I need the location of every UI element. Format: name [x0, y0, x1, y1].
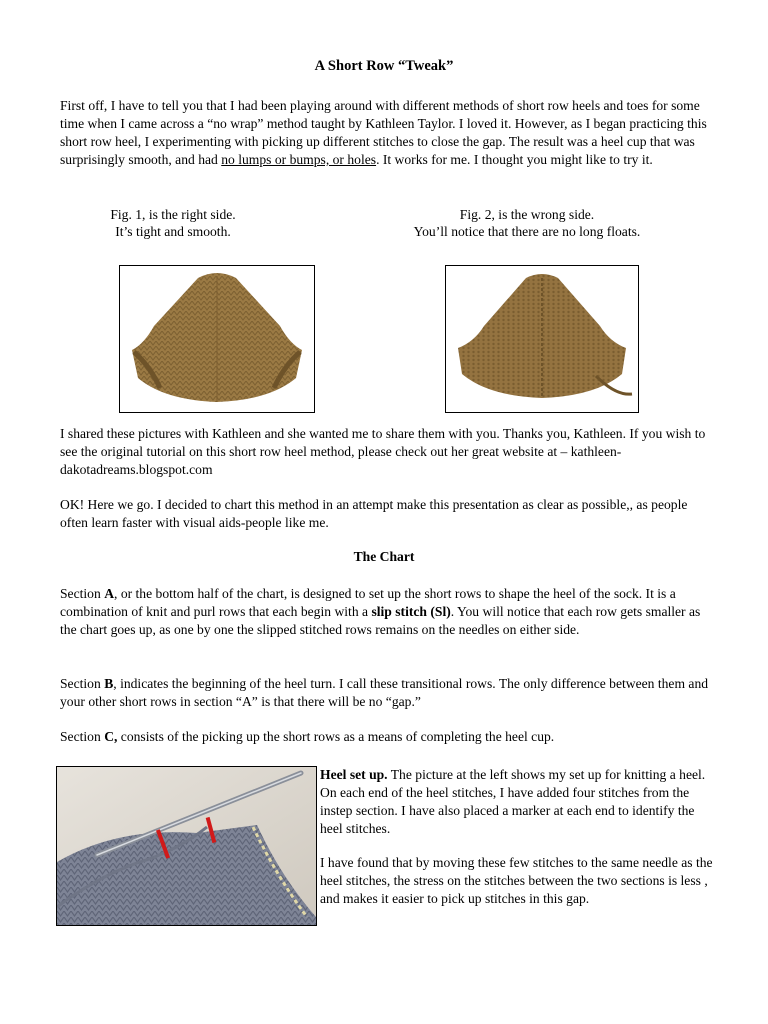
section-a-paragraph: Section A, or the bottom half of the chart, is designed to set up the short rows to shape the heel of the sock. It is a combination of knit and purl rows that each begin with a slip stitch (Sl). You will notice that each row gets smaller as the chart goes up, as one by one the slipped stitched rows remains on the needles on either side. — [60, 586, 701, 637]
fig2-heel-wrong-side-photo — [445, 265, 639, 413]
fig1-heel-right-side-photo — [119, 265, 315, 413]
chart-heading: The Chart — [353, 549, 415, 564]
heel-setup-paragraph: Heel set up. The picture at the left shows my set up for knitting a heel. On each end of the heel stitches, I have added four stitches from the instep section. I have also placed a marker at each end to identify the heel stitches. — [320, 767, 706, 836]
heel-setup-paragraph-2: I have found that by moving these few stitches to the same needle as the heel stitches, the stress on the stitches between the two sections is less , and makes it easier to pick up stitches in this gap. — [320, 855, 713, 906]
fig1-caption: Fig. 1, is the right side. It’s tight and smooth. — [110, 207, 236, 239]
fig2-caption: Fig. 2, is the wrong side. You’ll notice that there are no long floats. — [413, 207, 641, 239]
shared-paragraph: I shared these pictures with Kathleen and she wanted me to share them with you. Thanks you, Kathleen. If you wish to see the original tutorial on this short row heel method, please check out her great website at – kathleen-dakotadreams.blogspot.com — [60, 426, 706, 477]
section-c-paragraph: Section C, consists of the picking up the short rows as a means of completing the heel cup. — [60, 729, 555, 744]
page-title: A Short Row “Tweak” — [314, 58, 454, 74]
intro-paragraph: First off, I have to tell you that I had been playing around with different methods of short row heels and toes for some time when I came across a “no wrap” method taught by Kathleen Taylor. I loved it. However, as I began practicing this short row heel, I experimenting with picking up different stitches to close the gap. The result was a heel cup that was surprisingly smooth, and had no lumps or bumps, or holes. It works for me. I thought you might like to try it. — [60, 98, 707, 167]
ok-paragraph: OK! Here we go. I decided to chart this method in an attempt make this presentation as clear as possible,, as people often learn faster with visual aids-people like me. — [60, 497, 688, 530]
heel-setup-photo — [56, 766, 317, 926]
section-b-paragraph: Section B, indicates the beginning of the heel turn. I call these transitional rows. The only difference between them and your other short rows in section “A” is that there will be no “gap.” — [60, 676, 709, 709]
